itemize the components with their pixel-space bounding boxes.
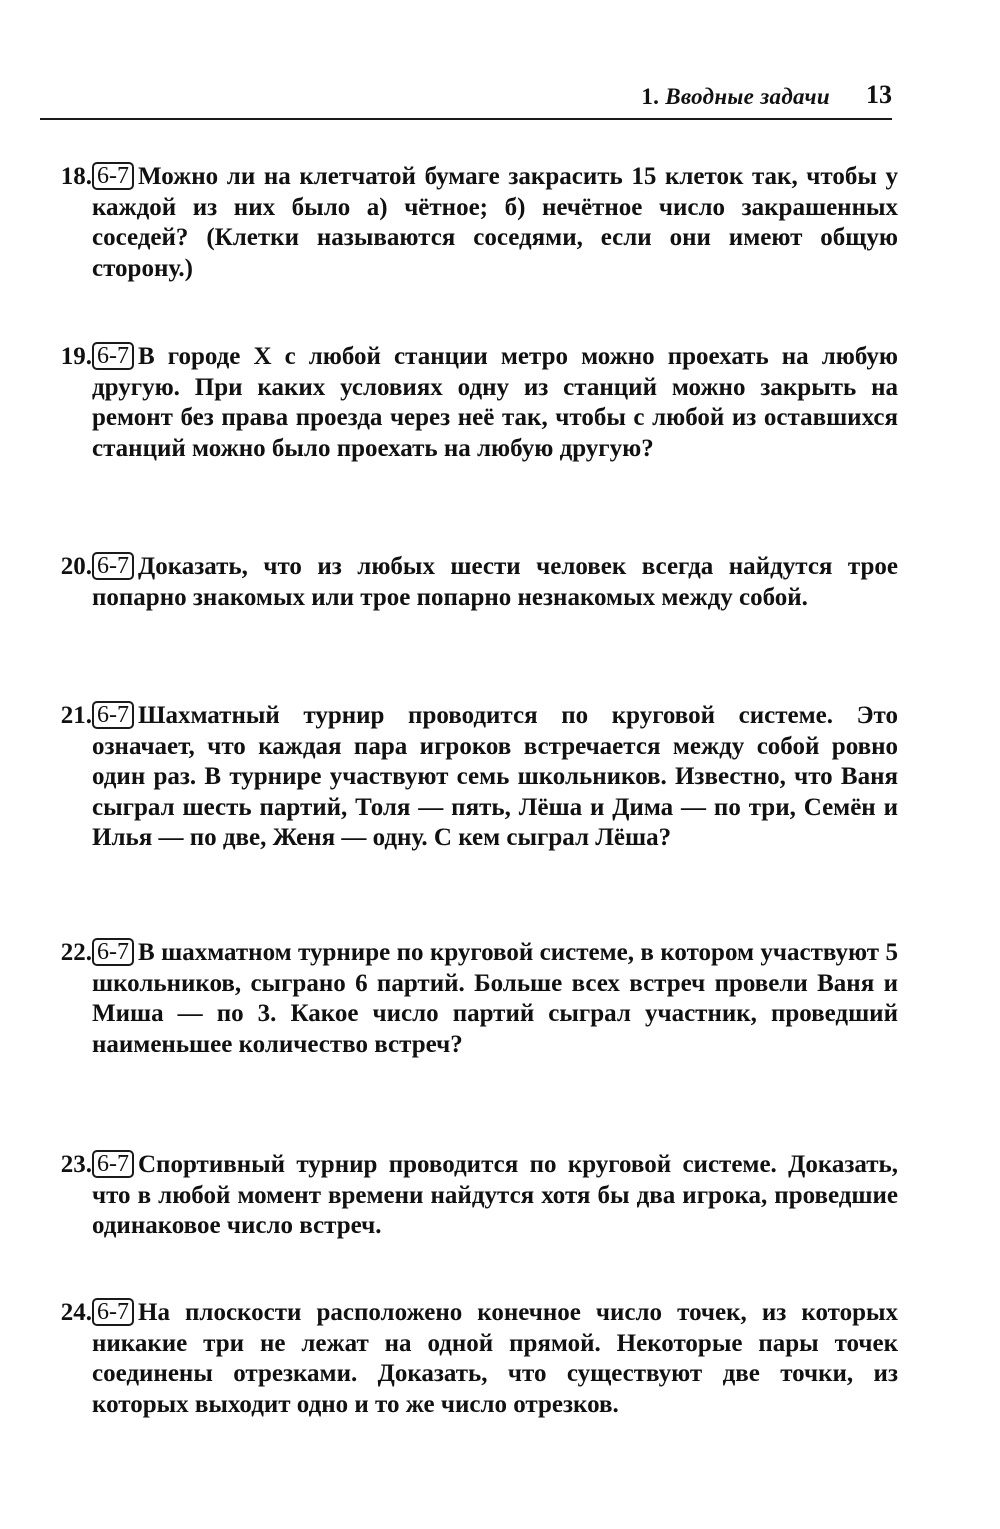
problem-22	[40, 938, 898, 1060]
problem-18	[40, 162, 898, 284]
running-header	[40, 78, 892, 120]
problem-23	[40, 1150, 898, 1242]
chapter-number: 1.	[641, 84, 660, 109]
problem-text: В шахматном турнире по круговой системе, в котором участвуют 5 школьников, сыграно 6 партий. Больше всех встреч провели Ваня и Миша — по 3. Какое число партий сыграл участник, проведший наименьшее количество встреч?	[92, 939, 898, 1058]
problem-text: Шахматный турнир проводится по круговой системе. Это означает, что каждая пара игроков встречается между собой ровно один раз. В турнире участвуют семь школьников. Известно, что Ваня сыграл шесть партий, Толя — пять, Лёша и Дима — по три, Семён и Илья — по две, Женя — одну. С кем сыграл Лёша?	[92, 702, 898, 851]
problem-text: В городе X с любой станции метро можно проехать на любую другую. При каких условиях одну из станций можно закрыть на ремонт без права проезда через неё так, чтобы с любой из оставшихся станций можно было проехать на любую другую?	[92, 343, 898, 462]
problem-body	[92, 1298, 898, 1420]
problem-number: 20.	[60, 553, 92, 580]
grade-badge: 6-7	[92, 552, 134, 580]
grade-badge: 6-7	[92, 162, 134, 190]
problem-24	[40, 1298, 898, 1420]
problem-21	[40, 701, 898, 854]
grade-badge: 6-7	[92, 1150, 134, 1178]
problem-text: На плоскости расположено конечное число точек, из которых никакие три не лежат на одной прямой. Некоторые пары точек соединены отрезками. Доказать, что существуют две точки, из которых выходит одно и то же число отрезков.	[92, 1299, 898, 1418]
problem-body	[92, 701, 898, 854]
problem-body	[92, 938, 898, 1060]
problem-19	[40, 342, 898, 464]
problem-body	[92, 1150, 898, 1242]
problem-text: Спортивный турнир проводится по круговой системе. Доказать, что в любой момент времени найдутся хотя бы два игрока, проведшие одинаковое число встреч.	[92, 1151, 898, 1239]
problem-body	[92, 342, 898, 464]
chapter-title: Вводные задачи	[665, 84, 830, 109]
problem-body	[92, 552, 898, 613]
problem-number: 18.	[60, 163, 92, 190]
problem-body	[92, 162, 898, 284]
problem-number: 19.	[60, 343, 92, 370]
problem-number: 22.	[60, 939, 92, 966]
grade-badge: 6-7	[92, 701, 134, 729]
problem-text: Можно ли на клетчатой бумаге закрасить 15 клеток так, чтобы у каждой из них было а) чётное; б) нечётное число закрашенных соседей? (Клетки называются соседями, если они имеют общую сторону.)	[92, 163, 898, 282]
chapter-heading	[641, 84, 830, 110]
grade-badge: 6-7	[92, 1298, 134, 1326]
problem-text: Доказать, что из любых шести человек всегда найдутся трое попарно знакомых или трое попарно незнакомых между собой.	[92, 553, 898, 611]
grade-badge: 6-7	[92, 938, 134, 966]
grade-badge: 6-7	[92, 342, 134, 370]
problem-number: 21.	[60, 702, 92, 729]
problem-number: 23.	[60, 1151, 92, 1178]
problem-number: 24.	[60, 1299, 92, 1326]
page-number: 13	[866, 80, 892, 109]
problem-20	[40, 552, 898, 613]
